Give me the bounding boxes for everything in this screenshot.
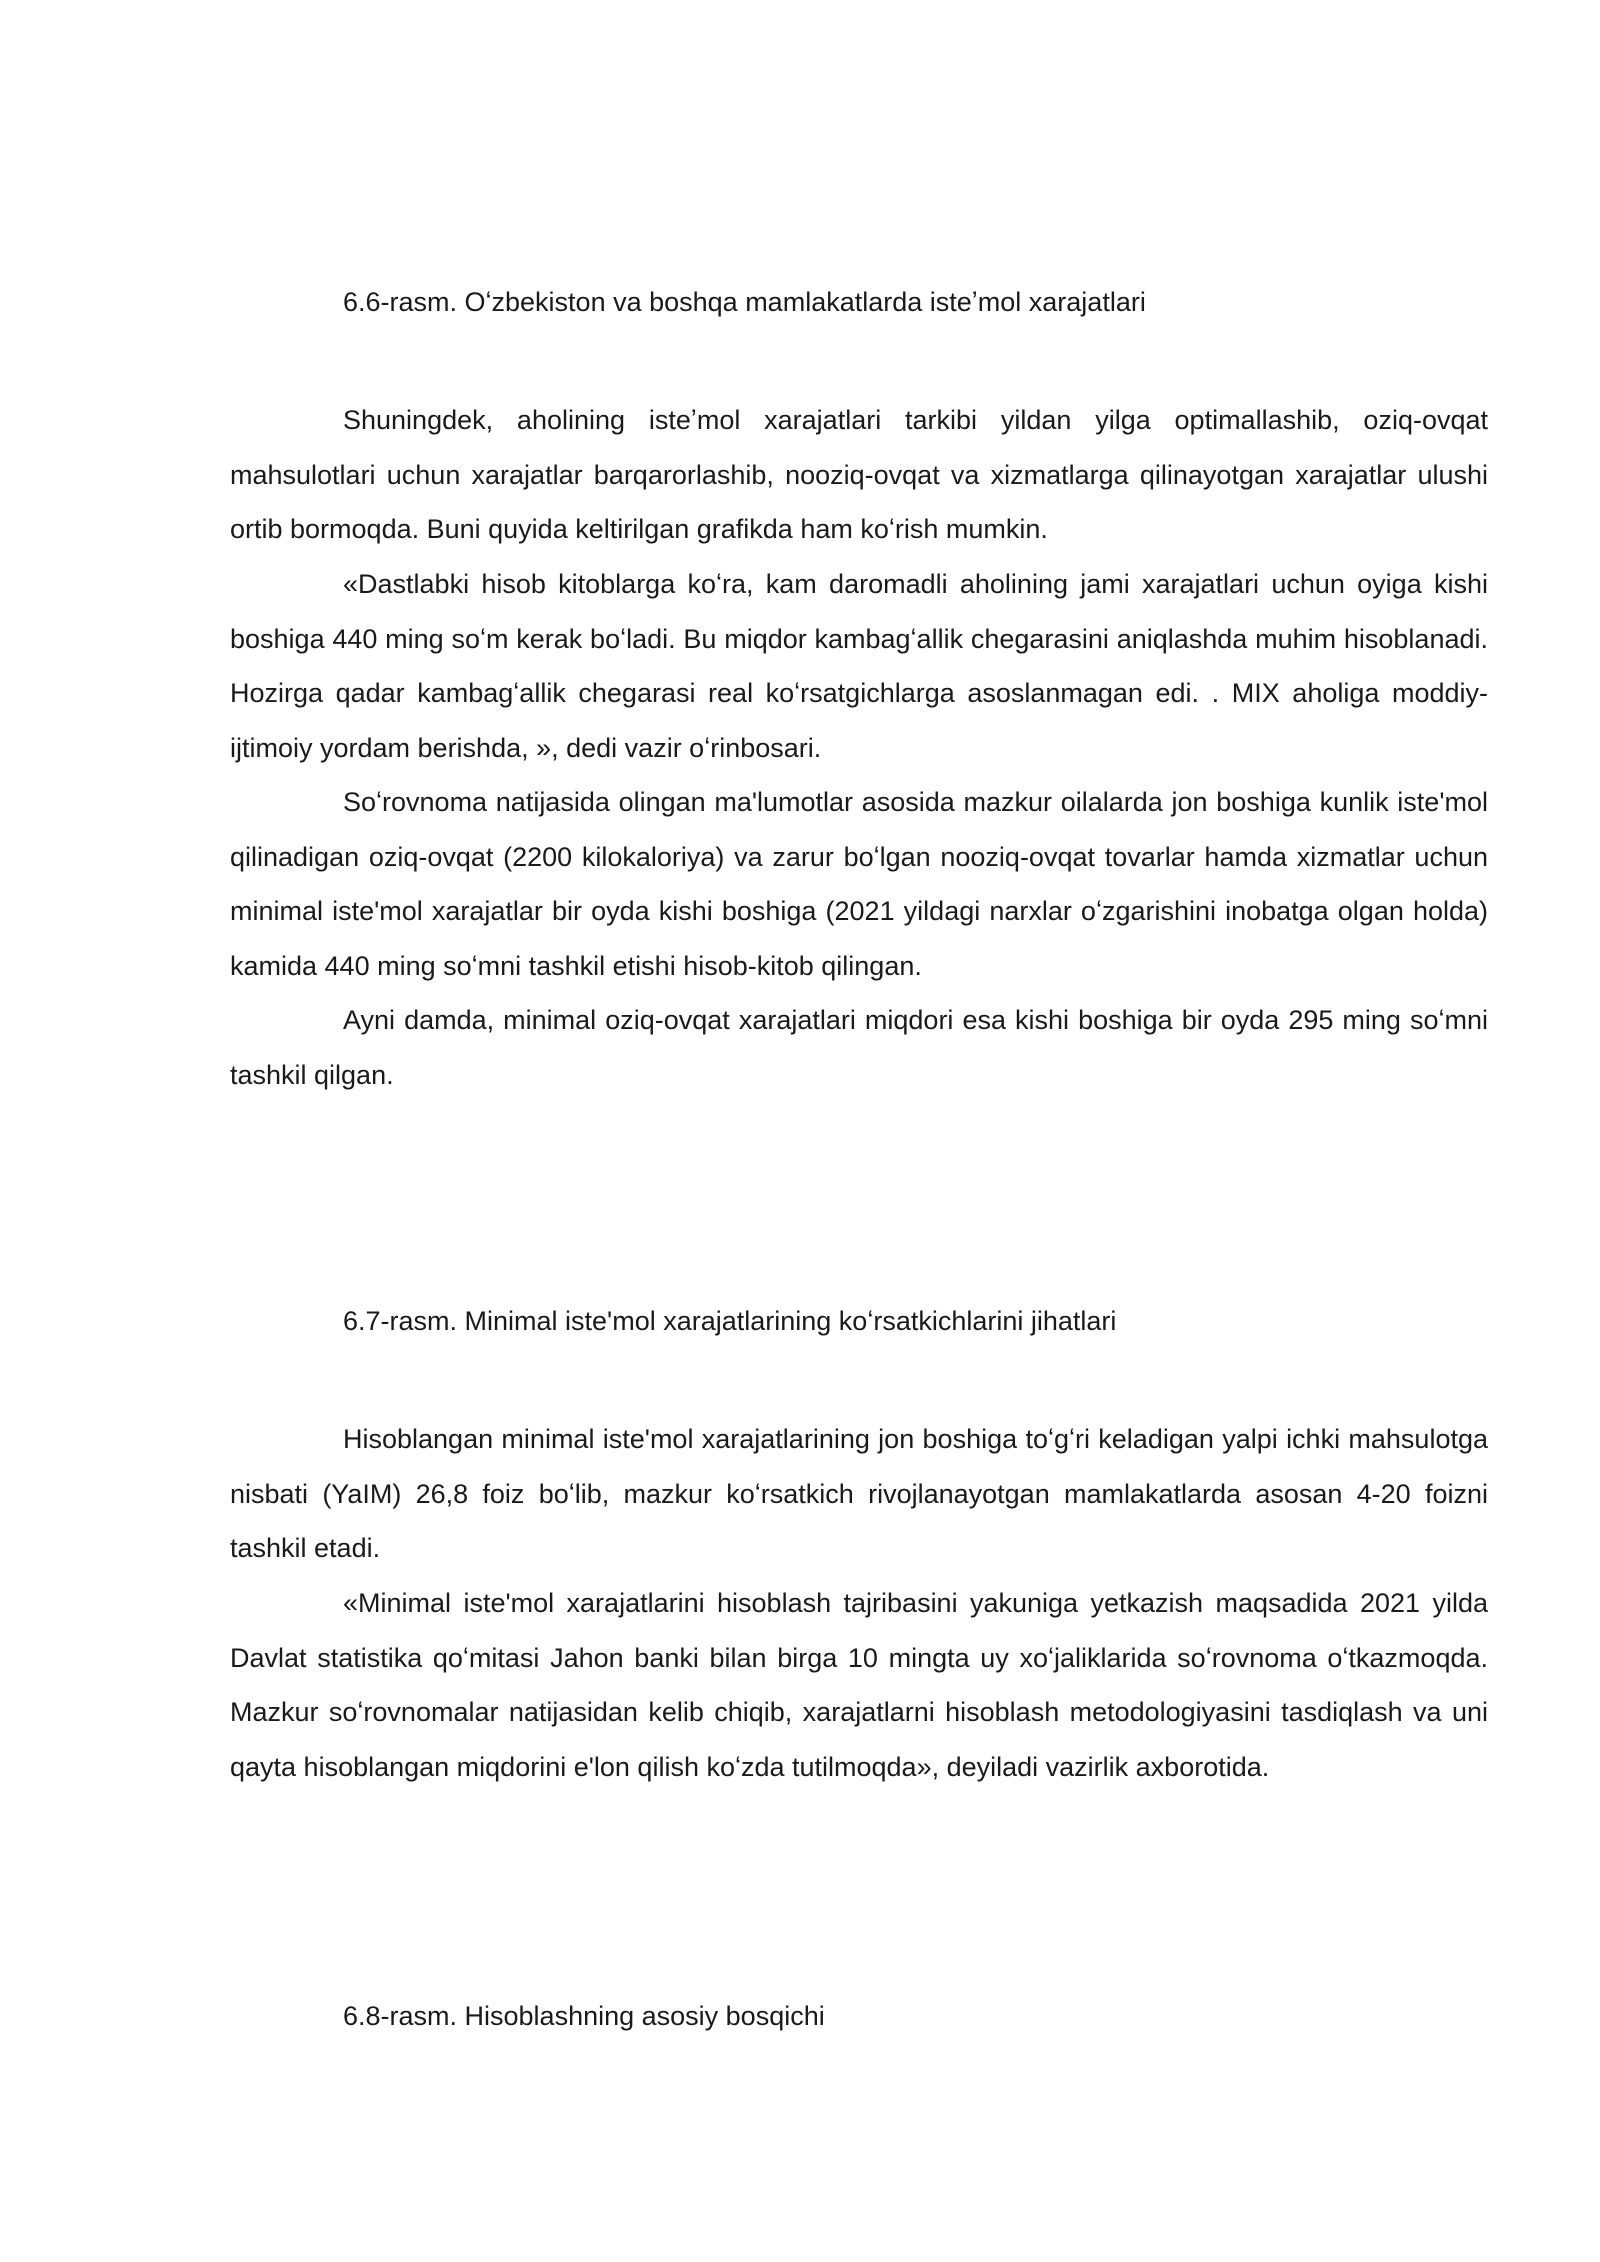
paragraph-minimal-food-expenses: Ayni damda, minimal oziq-ovqat xarajatlari miqdori esa kishi boshiga bir oyda 295 ming soʻmni tashkil qilgan. bbox=[230, 1005, 1488, 1090]
paragraph-survey-results: Soʻrovnoma natijasida olingan ma'lumotlar asosida mazkur oilalarda jon boshiga kunlik iste'mol qilinadigan oziq-ovqat (2200 kilokaloriya) va zarur boʻlgan nooziq-ovqat tovarlar hamda xizmatlar uchun minimal iste'mol xarajatlar bir oyda kishi boshiga (2021 yildagi narxlar oʻzgarishini inobatga olgan holda) kamida 440 ming soʻmni tashkil etishi hisob-kitob qilingan. bbox=[230, 787, 1488, 981]
paragraph-ministry-survey-quote: «Minimal iste'mol xarajatlarini hisoblash tajribasini yakuniga yetkazish maqsadida 2021 yilda Davlat statistika qoʻmitasi Jahon banki bilan birga 10 mingta uy xoʻjaliklarida soʻrovnoma oʻtkazmoqda. Mazkur soʻrovnomalar natijasidan kelib chiqib, xarajatlarni hisoblash metodologiyasini tasdiqlash va uni qayta hisoblangan miqdorini e'lon qilish koʻzda tutilmoqda», deyiladi vazirlik axborotida. bbox=[230, 1588, 1488, 1782]
figure-caption-6-8: 6.8-rasm. Hisoblashning asosiy bosqichi bbox=[343, 2001, 825, 2031]
paragraph-poverty-line-quote: «Dastlabki hisob kitoblarga koʻra, kam daromadli aholining jami xarajatlari uchun oyiga kishi boshiga 440 ming soʻm kerak boʻladi. Bu miqdor kambagʻallik chegarasini aniqlashda muhim hisoblanadi. Hozirga qadar kambagʻallik chegarasi real koʻrsatgichlarga asoslanmagan edi. . MIX aholiga moddiy-ijtimoiy yordam berishda, », dedi vazir oʻrinbosari. bbox=[230, 569, 1488, 763]
figure-caption-6-6: 6.6-rasm. Oʻzbekiston va boshqa mamlakatlarda isteʼmol xarajatlari bbox=[343, 287, 1146, 317]
paragraph-consumption-structure: Shuningdek, aholining isteʼmol xarajatlari tarkibi yildan yilga optimallashib, oziq-ovqat mahsulotlari uchun xarajatlar barqarorlashib, nooziq-ovqat va xizmatlarga qilinayotgan xarajatlar ulushi ortib bormoqda. Buni quyida keltirilgan grafikda ham koʻrish mumkin. bbox=[230, 405, 1488, 544]
paragraph-gdp-ratio: Hisoblangan minimal iste'mol xarajatlarining jon boshiga toʻgʻri keladigan yalpi ichki mahsulotga nisbati (YaIM) 26,8 foiz boʻlib, mazkur koʻrsatkich rivojlanayotgan mamlakatlarda asosan 4-20 foizni tashkil etadi. bbox=[230, 1424, 1488, 1563]
figure-caption-6-7: 6.7-rasm. Minimal iste'mol xarajatlarining koʻrsatkichlarini jihatlari bbox=[343, 1306, 1117, 1336]
